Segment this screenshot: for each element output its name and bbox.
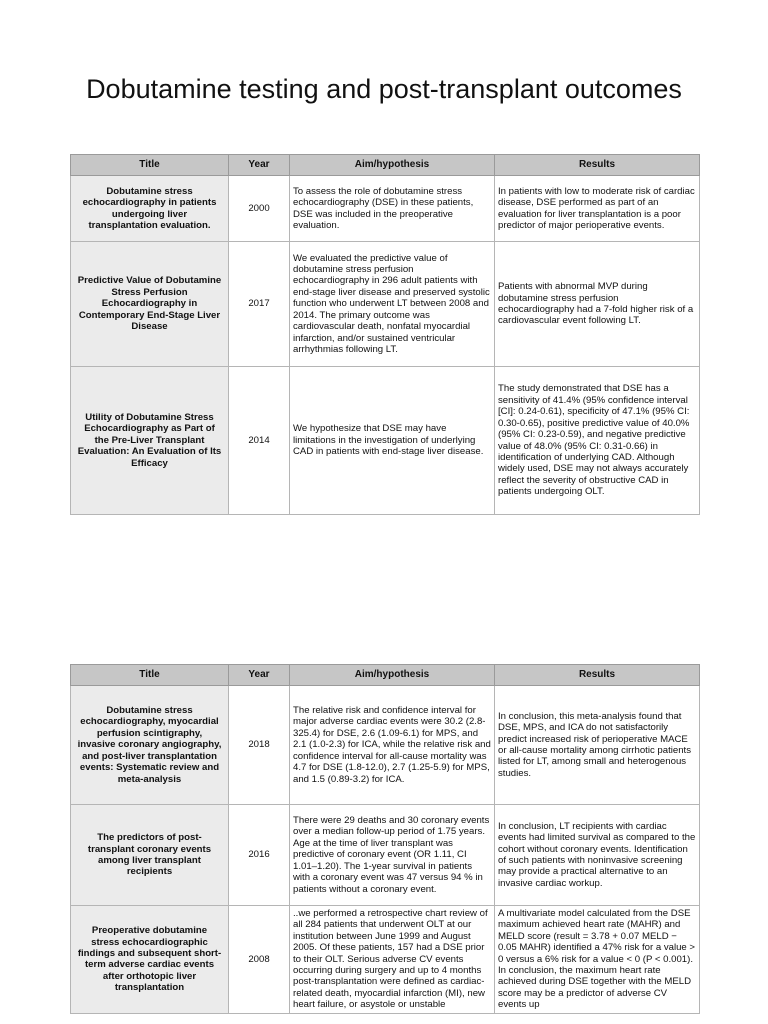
column-header-results: Results	[495, 155, 700, 176]
study-title-cell: Dobutamine stress echocardiography, myocardial perfusion scintigraphy, invasive coronary angiography, and post-liver transplantation events: Systematic review and meta-analysis	[71, 686, 229, 805]
study-results-cell: The study demonstrated that DSE has a sensitivity of 41.4% (95% confidence interval [CI]: 0.24-0.61), specificity of 47.1% (95% CI: 0.30-0.65), positive predictive value of 40.0% (95% CI: 0.23-0.59), and negative predictive value of 48.0% (95% CI: 0.31-0.66) in identification of underlying CAD. Although widely used, DSE may not always accurately reflect the severity of obstructive CAD in patients undergoing OLT.	[495, 367, 700, 515]
study-results-cell: Patients with abnormal MVP during dobutamine stress perfusion echocardiography had a 7-fold higher risk of a cardiovascular event following LT.	[495, 242, 700, 367]
table-row	[71, 906, 700, 1014]
table-row	[71, 367, 700, 515]
study-year-cell: 2008	[229, 906, 290, 1014]
study-year-cell: 2016	[229, 805, 290, 906]
table-row	[71, 805, 700, 906]
table-header-row	[71, 155, 700, 176]
study-year-cell: 2014	[229, 367, 290, 515]
column-header-aim: Aim/hypothesis	[290, 665, 495, 686]
studies-table-2	[70, 664, 700, 1014]
studies-table-1	[70, 154, 700, 515]
table-row	[71, 176, 700, 242]
study-results-cell: In conclusion, this meta-analysis found that DSE, MPS, and ICA do not satisfactorily predict increased risk of perioperative MACE or all-cause mortality among cirrhotic patients listed for LT, among small and heterogenous studies.	[495, 686, 700, 805]
study-results-cell: In conclusion, LT recipients with cardiac events had limited survival as compared to the cohort without coronary events. Identification of such patients with noninvasive screening may provide a practical alternative to an invasive cardiac workup.	[495, 805, 700, 906]
study-aim-cell: To assess the role of dobutamine stress echocardiography (DSE) in these patients, DSE was included in the preoperative evaluation.	[290, 176, 495, 242]
table-row	[71, 686, 700, 805]
column-header-results: Results	[495, 665, 700, 686]
table-header-row	[71, 665, 700, 686]
column-header-year: Year	[229, 665, 290, 686]
study-title-cell: Dobutamine stress echocardiography in patients undergoing liver transplantation evaluation.	[71, 176, 229, 242]
study-title-cell: Utility of Dobutamine Stress Echocardiography as Part of the Pre-Liver Transplant Evaluation: An Evaluation of Its Efficacy	[71, 367, 229, 515]
column-header-aim: Aim/hypothesis	[290, 155, 495, 176]
study-aim-cell: There were 29 deaths and 30 coronary events over a median follow-up period of 1.75 years. Age at the time of liver transplant was predictive of coronary event (OR 1.11, CI 1.01–1.20). The 1-year survival in patients with a coronary event was 47 versus 94 % in patients without a coronary event.	[290, 805, 495, 906]
study-year-cell: 2017	[229, 242, 290, 367]
table-row	[71, 242, 700, 367]
study-aim-cell: We evaluated the predictive value of dobutamine stress perfusion echocardiography in 296 adult patients with end-stage liver disease and preserved systolic function who underwent LT between 2008 and 2014. The primary outcome was cardiovascular death, nonfatal myocardial infarction, and/or sustained ventricular arrhythmias following LT.	[290, 242, 495, 367]
study-aim-cell: The relative risk and confidence interval for major adverse cardiac events were 30.2 (2.8-325.4) for DSE, 2.6 (1.09-6.1) for MPS, and 2.1 (1.0-2.3) for ICA, while the relative risk and confidence interval for all-cause mortality was 4.7 for DSE (1.8-12.0), 2.7 (1.25-5.9) for MPS, and 1.5 (0.89-3.2) for ICA.	[290, 686, 495, 805]
study-aim-cell: We hypothesize that DSE may have limitations in the investigation of underlying CAD in patients with end-stage liver disease.	[290, 367, 495, 515]
study-title-cell: The predictors of post-transplant coronary events among liver transplant recipients	[71, 805, 229, 906]
study-aim-cell: ..we performed a retrospective chart review of all 284 patients that underwent OLT at our institution between June 1999 and August 2005. Of these patients, 157 had a DSE prior to their OLT. Serious adverse CV events occurring during surgery and up to 4 months post-transplantation were defined as cardiac-related death, myocardial infarction (MI), new heart failure, or asystole or unstable	[290, 906, 495, 1014]
study-title-cell: Preoperative dobutamine stress echocardiographic findings and subsequent short-term adverse cardiac events after orthotopic liver transplantation	[71, 906, 229, 1014]
study-title-cell: Predictive Value of Dobutamine Stress Perfusion Echocardiography in Contemporary End-Stage Liver Disease	[71, 242, 229, 367]
column-header-year: Year	[229, 155, 290, 176]
study-results-cell: A multivariate model calculated from the DSE maximum achieved heart rate (MAHR) and MELD score (result = 3.78 + 0.07 MELD − 0.05 MAHR) identified a 47% risk for a value > 0 versus a 6% risk for a value < 0 (P < 0.001). In conclusion, the maximum heart rate achieved during DSE together with the MELD score may be a predictor of adverse CV events up	[495, 906, 700, 1014]
column-header-title: Title	[71, 665, 229, 686]
study-year-cell: 2000	[229, 176, 290, 242]
page-title: Dobutamine testing and post-transplant outcomes	[86, 74, 682, 104]
column-header-title: Title	[71, 155, 229, 176]
study-results-cell: In patients with low to moderate risk of cardiac disease, DSE performed as part of an evaluation for liver transplantation is a poor predictor of major perioperative events.	[495, 176, 700, 242]
study-year-cell: 2018	[229, 686, 290, 805]
